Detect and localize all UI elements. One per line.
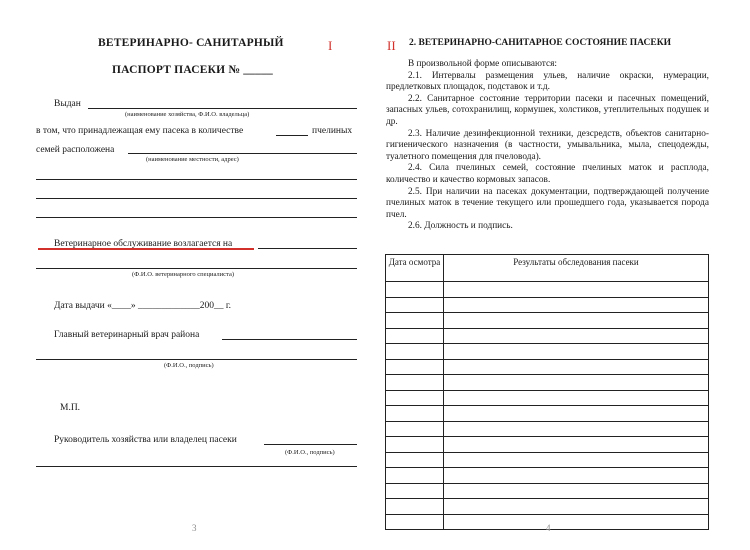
results-cell bbox=[444, 406, 709, 422]
col-date-header: Дата осмотра bbox=[386, 255, 444, 282]
section-body bbox=[386, 59, 709, 233]
intro-text: В произвольной форме описываются: bbox=[408, 59, 557, 69]
date-cell bbox=[386, 297, 444, 313]
date-cell bbox=[386, 437, 444, 453]
results-cell bbox=[444, 468, 709, 484]
families-label: семей расположена bbox=[36, 145, 115, 155]
results-cell bbox=[444, 282, 709, 298]
chief-vet-label: Главный ветеринарный врач района bbox=[54, 330, 200, 340]
issue-date: Дата выдачи «____» _____________200__ г. bbox=[54, 301, 232, 311]
results-cell bbox=[444, 421, 709, 437]
confirm-suffix: пчелиных bbox=[312, 126, 353, 136]
table-row bbox=[386, 421, 709, 437]
date-cell bbox=[386, 468, 444, 484]
results-cell bbox=[444, 344, 709, 360]
blank-line bbox=[36, 179, 357, 180]
chief-vet-signature-line bbox=[36, 359, 357, 360]
date-cell bbox=[386, 499, 444, 515]
owner-label: Руководитель хозяйства или владелец пасеки bbox=[54, 435, 237, 445]
vet-service-label: Ветеринарное обслуживание возлагается на bbox=[54, 239, 233, 249]
page-number-left: 3 bbox=[192, 523, 197, 533]
vet-service-hint: (Ф.И.О. ветеринарного специалиста) bbox=[132, 271, 235, 278]
table-row bbox=[386, 499, 709, 515]
date-cell bbox=[386, 313, 444, 329]
page-number-right: 4 bbox=[546, 523, 551, 533]
table-row bbox=[386, 313, 709, 329]
table-row bbox=[386, 406, 709, 422]
results-cell bbox=[444, 514, 709, 530]
date-cell bbox=[386, 375, 444, 391]
table-row bbox=[386, 297, 709, 313]
quantity-line bbox=[276, 135, 308, 136]
item-2-5: 2.5. При наличии на пасеках документации, подтверждающей получение пчелиных маток в течение текущего или прошедшего года, указывается порода пчел. bbox=[386, 186, 709, 220]
results-cell bbox=[444, 297, 709, 313]
chief-vet-hint: (Ф.И.О., подпись) bbox=[164, 362, 214, 369]
item-2-3: 2.3. Наличие дезинфекционной техники, дезсредств, объектов санитарно-гигиенического назначения (в частности, умывальника, мыла, спецодежды, туалетного помещения для пчеловода). bbox=[386, 128, 709, 162]
owner-line bbox=[264, 444, 357, 445]
passport-title-line2: ПАСПОРТ ПАСЕКИ № _____ bbox=[112, 64, 273, 76]
owner-signature-line bbox=[36, 466, 357, 467]
passport-title-line1: ВЕТЕРИНАРНО- САНИТАРНЫЙ bbox=[98, 37, 284, 49]
date-cell bbox=[386, 328, 444, 344]
chief-vet-line bbox=[222, 339, 357, 340]
item-2-1: 2.1. Интервалы размещения ульев, наличие окраски, нумерации, предлетковых площадок, подставок и т.д. bbox=[386, 70, 709, 93]
results-cell bbox=[444, 437, 709, 453]
results-cell bbox=[444, 452, 709, 468]
table-row bbox=[386, 452, 709, 468]
results-cell bbox=[444, 390, 709, 406]
table-row bbox=[386, 359, 709, 375]
date-cell bbox=[386, 359, 444, 375]
date-cell bbox=[386, 406, 444, 422]
col-results-header: Результаты обследования пасеки bbox=[444, 255, 709, 282]
section-title: 2. ВЕТЕРИНАРНО-САНИТАРНОЕ СОСТОЯНИЕ ПАСЕКИ bbox=[409, 38, 672, 48]
date-cell bbox=[386, 452, 444, 468]
table-row bbox=[386, 483, 709, 499]
table-row bbox=[386, 437, 709, 453]
roman-marker-ii: II bbox=[387, 38, 396, 53]
item-2-4: 2.4. Сила пчелиных семей, состояние пчелиных маток и расплода, количество и качество кормовых запасов. bbox=[386, 163, 709, 185]
table-row bbox=[386, 468, 709, 484]
location-line bbox=[128, 153, 357, 154]
red-underline bbox=[38, 248, 254, 250]
results-cell bbox=[444, 499, 709, 515]
table-row bbox=[386, 344, 709, 360]
blank-line bbox=[36, 217, 357, 218]
results-cell bbox=[444, 359, 709, 375]
item-2-2: 2.2. Санитарное состояние территории пасеки и пасечных помещений, запасных ульев, сотохранилищ, кормушек, холстиков, утеплительных подушек и др. bbox=[386, 93, 709, 127]
table-header-row bbox=[386, 255, 709, 282]
table-row bbox=[386, 328, 709, 344]
owner-hint: (Ф.И.О., подпись) bbox=[285, 449, 335, 456]
confirm-text: в том, что принадлежащая ему пасека в количестве bbox=[36, 126, 244, 136]
date-cell bbox=[386, 514, 444, 530]
results-cell bbox=[444, 483, 709, 499]
table-row bbox=[386, 282, 709, 298]
issued-hint: (наименование хозяйства, Ф.И.О. владельца) bbox=[125, 111, 250, 118]
blank-line bbox=[36, 198, 357, 199]
date-cell bbox=[386, 282, 444, 298]
vet-service-line bbox=[258, 248, 357, 249]
location-hint: (наименование местности, адрес) bbox=[146, 156, 239, 163]
date-cell bbox=[386, 344, 444, 360]
item-2-6: 2.6. Должность и подпись. bbox=[408, 221, 513, 232]
inspection-table bbox=[385, 254, 709, 530]
date-cell bbox=[386, 421, 444, 437]
table-row bbox=[386, 375, 709, 391]
table-row bbox=[386, 390, 709, 406]
results-cell bbox=[444, 375, 709, 391]
date-cell bbox=[386, 483, 444, 499]
results-cell bbox=[444, 328, 709, 344]
vet-name-line bbox=[36, 268, 357, 269]
stamp-label: М.П. bbox=[60, 403, 81, 413]
issued-label: Выдан bbox=[54, 99, 81, 109]
date-cell bbox=[386, 390, 444, 406]
issued-line bbox=[88, 108, 357, 109]
results-cell bbox=[444, 313, 709, 329]
roman-marker-i: I bbox=[328, 38, 333, 53]
